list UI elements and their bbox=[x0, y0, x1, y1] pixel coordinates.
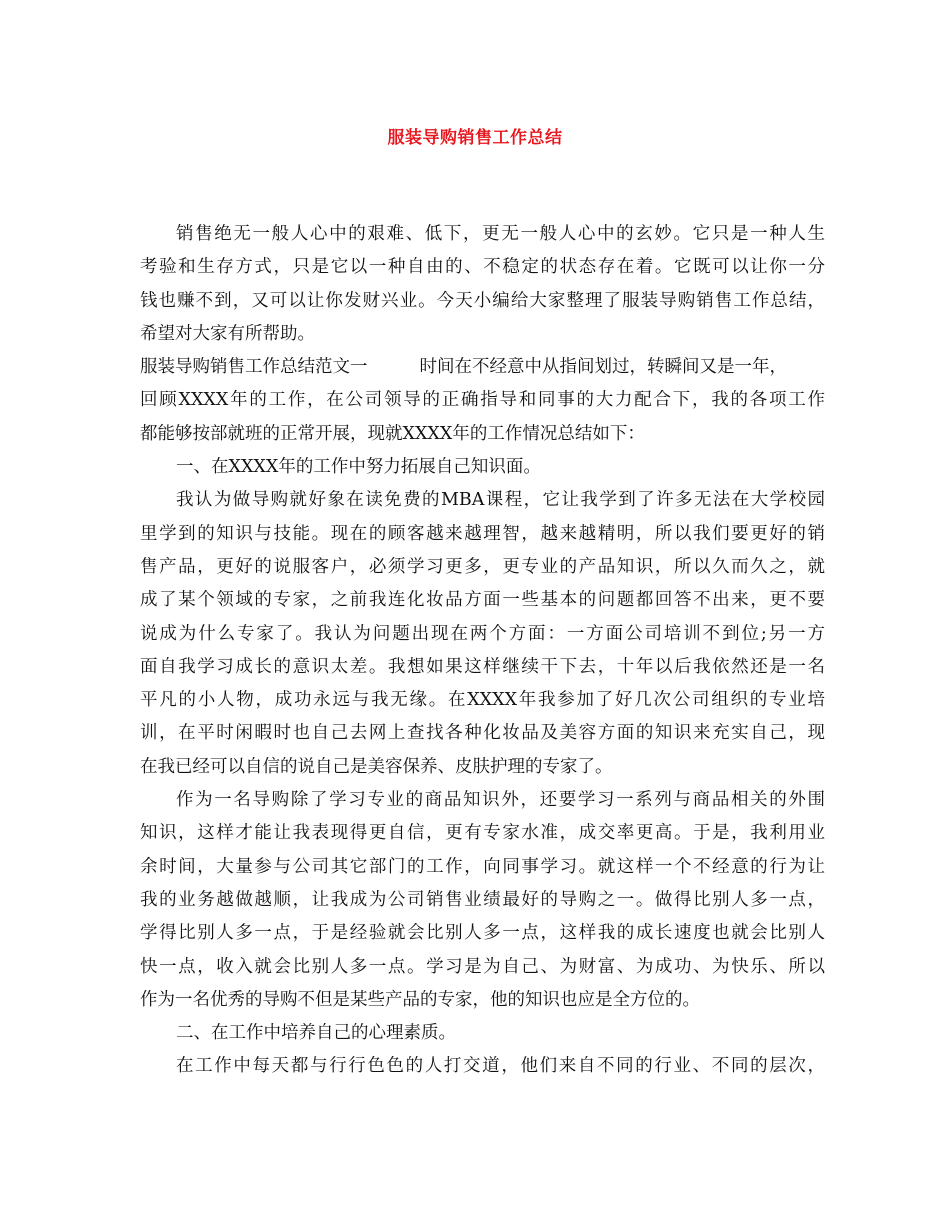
paragraph-line: 成了某个领域的专家，之前我连化妆品方面一些基本的问题都回答不出来，更不要 bbox=[140, 590, 825, 611]
paragraph-line: 售产品，更好的说服客户，必须学习更多，更专业的产品知识，所以久而久之，就 bbox=[140, 556, 825, 577]
paragraph-line: 在我已经可以自信的说自己是美容保养、皮肤护理的专家了。 bbox=[140, 756, 613, 777]
paragraph-line: 回顾XXXX年的工作，在公司领导的正确指导和同事的大力配合下，我的各项工作 bbox=[140, 390, 825, 411]
paragraph-line: 平凡的小人物，成功永远与我无缘。在XXXX年我参加了好几次公司组织的专业培 bbox=[140, 690, 825, 711]
document-body bbox=[140, 218, 825, 1084]
paragraph-line: 希望对大家有所帮助。 bbox=[140, 323, 315, 344]
paragraph-line: 余时间，大量参与公司其它部门的工作，向同事学习。就这样一个不经意的行为让 bbox=[140, 856, 825, 877]
paragraph-line: 面自我学习成长的意识太差。我想如果这样继续干下去，十年以后我依然还是一名 bbox=[140, 656, 825, 677]
section-heading-line bbox=[140, 351, 825, 384]
paragraph-line: 学得比别人多一点，于是经验就会比别人多一点，这样我的成长速度也就会比别人 bbox=[140, 923, 825, 944]
paragraph-line: 训，在平时闲暇时也自己去网上查找各种化妆品及美容方面的知识来充实自己，现 bbox=[140, 723, 825, 744]
paragraph-line: 销售绝无一般人心中的艰难、低下，更无一般人心中的玄妙。它只是一种人生 bbox=[176, 224, 825, 244]
paragraph-line: 钱也赚不到，又可以让你发财兴业。今天小编给大家整理了服装导购销售工作总结， bbox=[140, 290, 825, 311]
paragraph-line: 都能够按部就班的正常开展，现就XXXX年的工作情况总结如下： bbox=[140, 423, 645, 444]
paragraph-line: 作为一名导购除了学习专业的商品知识外，还要学习一系列与商品相关的外围 bbox=[176, 790, 825, 811]
paragraph-text: 时间在不经意中从指间划过，转瞬间又是一年， bbox=[419, 357, 787, 378]
paragraph-line: 快一点，收入就会比别人多一点。学习是为自己、为财富、为成功、为快乐、所以 bbox=[140, 956, 825, 977]
paragraph-line: 作为一名优秀的导购不但是某些产品的专家，他的知识也应是全方位的。 bbox=[140, 989, 700, 1010]
subheading-line: 一、在XXXX年的工作中努力拓展自己知识面。 bbox=[176, 457, 541, 478]
paragraph-line: 在工作中每天都与行行色色的人打交道，他们来自不同的行业、不同的层次， bbox=[176, 1056, 825, 1077]
document-title: 服装导购销售工作总结 bbox=[387, 128, 563, 148]
paragraph-line: 里学到的知识与技能。现在的顾客越来越理智，越来越精明，所以我们要更好的销 bbox=[140, 523, 825, 544]
paragraph-line: 说成为什么专家了。我认为问题出现在两个方面：一方面公司培训不到位;另一方 bbox=[140, 623, 825, 644]
paragraph-line: 我的业务越做越顺，让我成为公司销售业绩最好的导购之一。做得比别人多一点， bbox=[140, 889, 825, 910]
subheading-line: 二、在工作中培养自己的心理素质。 bbox=[176, 1023, 456, 1044]
paragraph-line: 我认为做导购就好象在读免费的MBA课程，它让我学到了许多无法在大学校园 bbox=[176, 490, 825, 511]
paragraph-line: 考验和生存方式，只是它以一种自由的、不稳定的状态存在着。它既可以让你一分 bbox=[140, 257, 825, 278]
paragraph-line: 知识，这样才能让我表现得更自信，更有专家水准，成交率更高。于是，我利用业 bbox=[140, 823, 825, 844]
section-heading: 服装导购销售工作总结范文一 bbox=[140, 357, 368, 378]
